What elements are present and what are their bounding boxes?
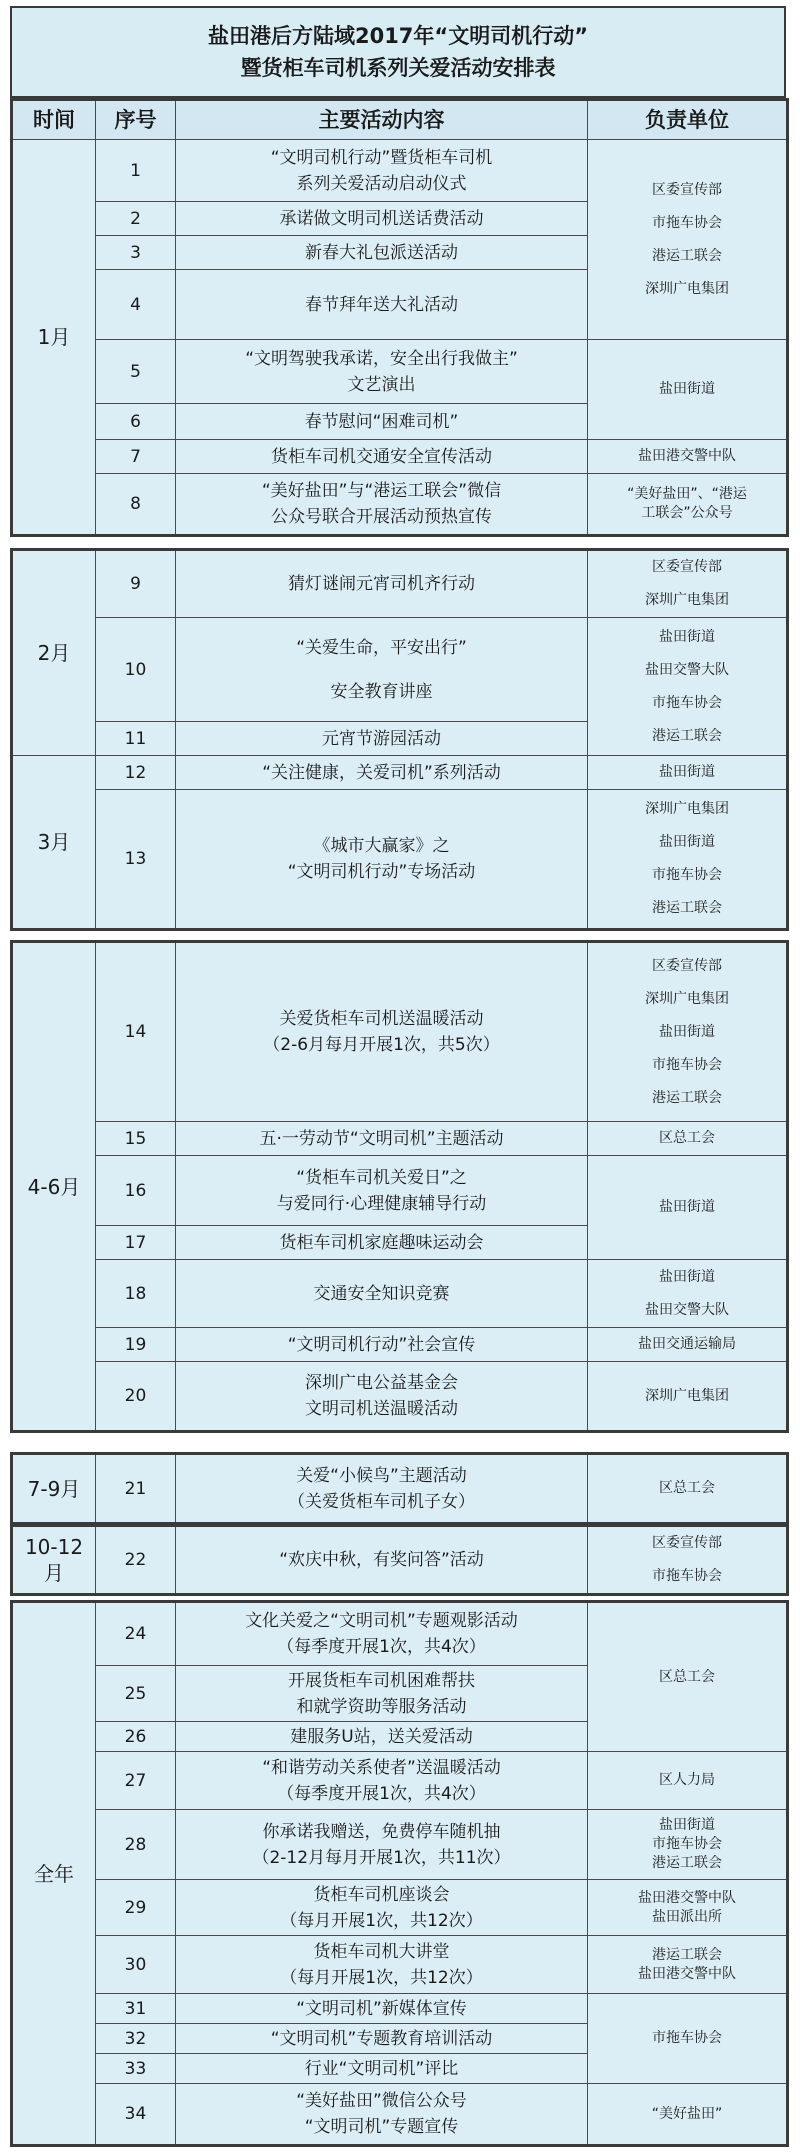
row-no: 8: [96, 474, 176, 536]
row-no: 1: [96, 140, 176, 202]
row-no: 34: [96, 2084, 176, 2146]
row-no: 10: [96, 618, 176, 722]
header-time: 时间: [12, 100, 96, 140]
row-no: 2: [96, 202, 176, 236]
activity-cell: 行业“文明司机”评比: [176, 2054, 588, 2084]
activity-cell: 关爱货柜车司机送温暖活动 （2-6月每月开展1次，共5次）: [176, 942, 588, 1122]
activity-cell: “文明司机行动”社会宣传: [176, 1328, 588, 1362]
row-no: 21: [96, 1454, 176, 1524]
unit-cell: “美好盐田”、“港运 工联会”公众号: [588, 474, 788, 536]
activity-cell: “文明驾驶我承诺，安全出行我做主” 文艺演出: [176, 340, 588, 404]
table-row: [12, 1156, 788, 1226]
header-row: [12, 100, 788, 140]
unit-cell: 港运工联会 盐田港交警中队: [588, 1936, 788, 1994]
row-no: 31: [96, 1994, 176, 2024]
row-no: 9: [96, 550, 176, 618]
activity-cell: “美好盐田”微信公众号 “文明司机”专题宣传: [176, 2084, 588, 2146]
table-row: [12, 1260, 788, 1328]
table-row: [12, 1328, 788, 1362]
activity-cell: “欢庆中秋，有奖问答”活动: [176, 1526, 588, 1595]
row-no: 18: [96, 1260, 176, 1328]
month-cell: 3月: [12, 756, 96, 930]
block-apr-jun: [10, 940, 789, 1433]
activity-cell: 建服务U站，送关爱活动: [176, 1722, 588, 1752]
table-row: [12, 440, 788, 474]
header-content: 主要活动内容: [176, 100, 588, 140]
table-row: [12, 1454, 788, 1524]
table-row: [12, 756, 788, 790]
unit-cell: 区总工会: [588, 1122, 788, 1156]
table-row: [12, 340, 788, 404]
row-no: 4: [96, 270, 176, 340]
unit-cell: 盐田街道 盐田交警大队 市拖车协会 港运工联会: [588, 618, 788, 756]
table-row: [12, 1362, 788, 1432]
activity-cell: 文化关爱之“文明司机”专题观影活动 （每季度开展1次，共4次）: [176, 1602, 588, 1666]
unit-cell: 区委宣传部 深圳广电集团: [588, 550, 788, 618]
activity-cell: 交通安全知识竞赛: [176, 1260, 588, 1328]
row-no: 15: [96, 1122, 176, 1156]
table-row: [12, 1122, 788, 1156]
table-row: [12, 474, 788, 536]
unit-cell: 盐田港交警中队 盐田派出所: [588, 1880, 788, 1936]
unit-cell: 盐田港交警中队: [588, 440, 788, 474]
unit-cell: 深圳广电集团: [588, 1362, 788, 1432]
row-no: 19: [96, 1328, 176, 1362]
row-no: 33: [96, 2054, 176, 2084]
table-row: [12, 790, 788, 930]
table-row: [12, 140, 788, 202]
header-unit: 负责单位: [588, 100, 788, 140]
unit-cell: 深圳广电集团 盐田街道 市拖车协会 港运工联会: [588, 790, 788, 930]
activity-cell: 货柜车司机交通安全宣传活动: [176, 440, 588, 474]
activity-cell: 新春大礼包派送活动: [176, 236, 588, 270]
activity-cell: 开展货柜车司机困难帮扶 和就学资助等服务活动: [176, 1666, 588, 1722]
unit-cell: “美好盐田”: [588, 2084, 788, 2146]
activity-cell: “关爱生命，平安出行” 安全教育讲座: [176, 618, 588, 722]
unit-cell: 盐田街道: [588, 340, 788, 440]
row-no: 32: [96, 2024, 176, 2054]
header-no: 序号: [96, 100, 176, 140]
row-no: 26: [96, 1722, 176, 1752]
activity-cell: 货柜车司机座谈会 （每月开展1次，共12次）: [176, 1880, 588, 1936]
table-row: [12, 1752, 788, 1810]
table-row: [12, 1880, 788, 1936]
table-title: [10, 6, 786, 98]
row-no: 3: [96, 236, 176, 270]
unit-cell: 区总工会: [588, 1454, 788, 1524]
activity-cell: “文明司机行动”暨货柜车司机 系列关爱活动启动仪式: [176, 140, 588, 202]
activity-cell: 春节拜年送大礼活动: [176, 270, 588, 340]
block-oct-dec: [10, 1524, 789, 1596]
row-no: 14: [96, 942, 176, 1122]
activity-cell: “关注健康，关爱司机”系列活动: [176, 756, 588, 790]
row-no: 6: [96, 404, 176, 440]
activity-cell: 承诺做文明司机送话费活动: [176, 202, 588, 236]
row-no: 30: [96, 1936, 176, 1994]
row-no: 25: [96, 1666, 176, 1722]
row-no: 7: [96, 440, 176, 474]
row-no: 28: [96, 1810, 176, 1880]
table-row: [12, 1936, 788, 1994]
unit-cell: 区总工会: [588, 1602, 788, 1752]
row-no: 16: [96, 1156, 176, 1226]
row-no: 13: [96, 790, 176, 930]
activity-cell: “货柜车司机关爱日”之 与爱同行·心理健康辅导行动: [176, 1156, 588, 1226]
unit-cell: 区人力局: [588, 1752, 788, 1810]
table-row: [12, 1526, 788, 1595]
activity-cell: “和谐劳动关系使者”送温暖活动 （每季度开展1次，共4次）: [176, 1752, 588, 1810]
row-no: 12: [96, 756, 176, 790]
block-jul-sep: [10, 1452, 789, 1525]
unit-cell: 盐田交通运输局: [588, 1328, 788, 1362]
activity-cell: 五·一劳动节“文明司机”主题活动: [176, 1122, 588, 1156]
activity-cell: 春节慰问“困难司机”: [176, 404, 588, 440]
activity-cell: “文明司机”专题教育培训活动: [176, 2024, 588, 2054]
row-no: 5: [96, 340, 176, 404]
month-cell: 2月: [12, 550, 96, 756]
month-cell: 4-6月: [12, 942, 96, 1432]
table-row: [12, 1602, 788, 1666]
activity-cell: 关爱“小候鸟”主题活动 （关爱货柜车司机子女）: [176, 1454, 588, 1524]
month-cell: 全年: [12, 1602, 96, 2146]
activity-cell: 猜灯谜闹元宵司机齐行动: [176, 550, 588, 618]
table-row: [12, 1810, 788, 1880]
unit-cell: 盐田街道: [588, 756, 788, 790]
table-row: [12, 942, 788, 1122]
row-no: 24: [96, 1602, 176, 1666]
block-january: [10, 98, 789, 537]
table-row: [12, 618, 788, 722]
row-no: 20: [96, 1362, 176, 1432]
unit-cell: 盐田街道: [588, 1156, 788, 1260]
row-no: 27: [96, 1752, 176, 1810]
activity-cell: 你承诺我赠送，免费停车随机抽 （2-12月每月开展1次，共11次）: [176, 1810, 588, 1880]
unit-cell: 区委宣传部 市拖车协会 港运工联会 深圳广电集团: [588, 140, 788, 340]
row-no: 29: [96, 1880, 176, 1936]
activity-cell: 货柜车司机大讲堂 （每月开展1次，共12次）: [176, 1936, 588, 1994]
month-cell: 7-9月: [12, 1454, 96, 1524]
table-row: [12, 1994, 788, 2024]
activity-cell: 货柜车司机家庭趣味运动会: [176, 1226, 588, 1260]
unit-cell: 区委宣传部 市拖车协会: [588, 1526, 788, 1595]
unit-cell: 区委宣传部 深圳广电集团 盐田街道 市拖车协会 港运工联会: [588, 942, 788, 1122]
table-row: [12, 2084, 788, 2146]
unit-cell: 盐田街道 盐田交警大队: [588, 1260, 788, 1328]
month-cell: 10-12月: [12, 1526, 96, 1595]
table-row: [12, 550, 788, 618]
row-no: 11: [96, 722, 176, 756]
title-line-2: 暨货柜车司机系列关爱活动安排表: [240, 56, 556, 80]
activity-cell: 《城市大赢家》之 “文明司机行动”专场活动: [176, 790, 588, 930]
unit-cell: 市拖车协会: [588, 1994, 788, 2084]
unit-cell: 盐田街道 市拖车协会 港运工联会: [588, 1810, 788, 1880]
month-cell: 1月: [12, 140, 96, 536]
title-line-1: 盐田港后方陆域2017年“文明司机行动”: [207, 24, 589, 48]
activity-cell: “文明司机”新媒体宣传: [176, 1994, 588, 2024]
activity-cell: “美好盐田”与“港运工联会”微信 公众号联合开展活动预热宣传: [176, 474, 588, 536]
activity-cell: 深圳广电公益基金会 文明司机送温暖活动: [176, 1362, 588, 1432]
activity-cell: 元宵节游园活动: [176, 722, 588, 756]
row-no: 17: [96, 1226, 176, 1260]
block-feb-mar: [10, 548, 789, 931]
block-full-year: [10, 1600, 789, 2147]
row-no: 22: [96, 1526, 176, 1595]
